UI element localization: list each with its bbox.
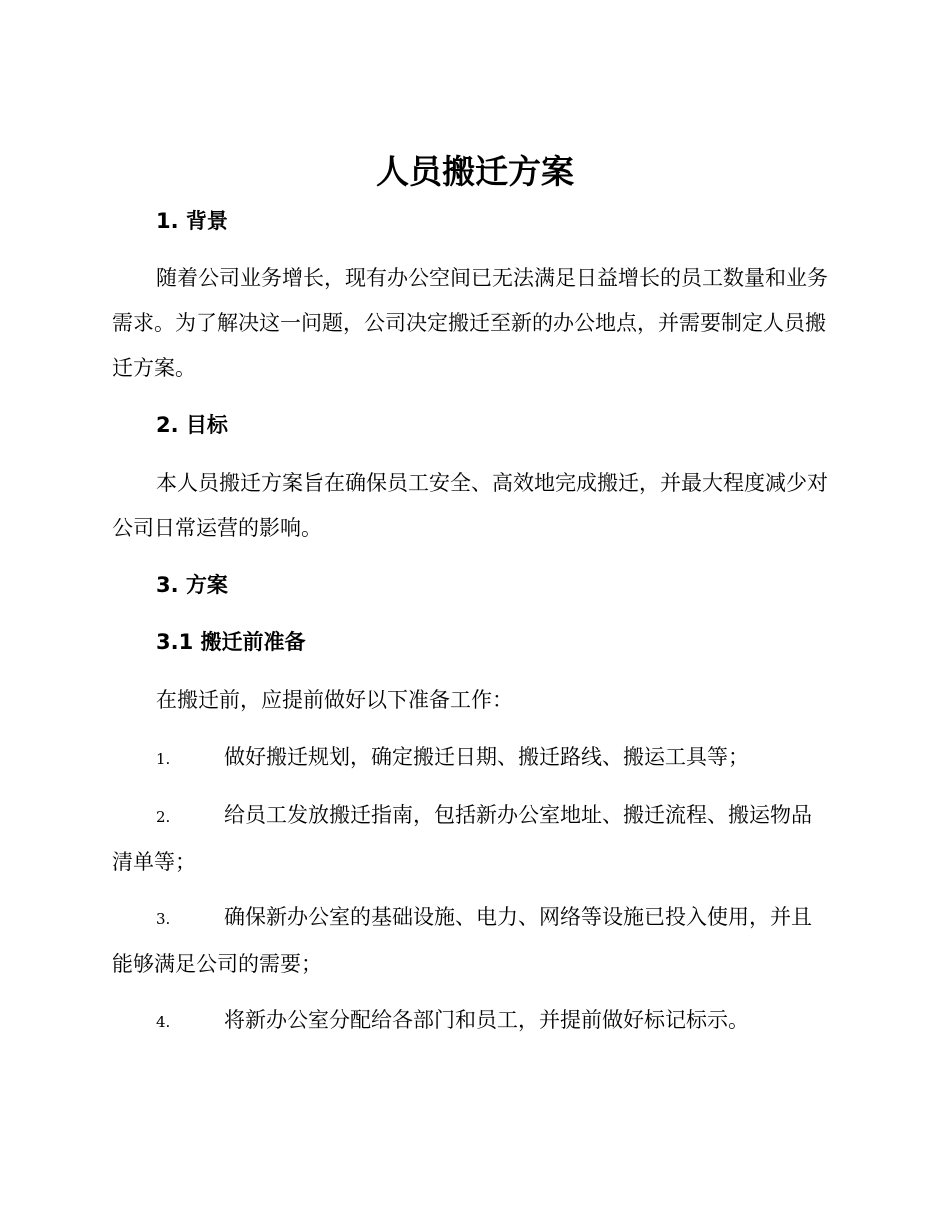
list-item-text: 给员工发放搬迁指南，包括新办公室地址、搬迁流程、搬运物品清单等； bbox=[112, 803, 812, 874]
goal-paragraph: 本人员搬迁方案旨在确保员工安全、高效地完成搬迁，并最大程度减少对公司日常运营的影响。 bbox=[112, 471, 828, 540]
preparation-intro: 在搬迁前，应提前做好以下准备工作： bbox=[156, 688, 513, 712]
subsection-heading-preparation: 3.1 搬迁前准备 bbox=[156, 630, 306, 654]
list-item-number: 3. bbox=[156, 910, 171, 928]
document-title: 人员搬迁方案 bbox=[376, 152, 574, 191]
section-heading-plan: 3. 方案 bbox=[156, 573, 228, 597]
list-item-text: 做好搬迁规划，确定搬迁日期、搬迁路线、搬运工具等； bbox=[224, 745, 749, 769]
section-heading-goal: 2. 目标 bbox=[156, 413, 228, 437]
list-item-number: 2. bbox=[156, 808, 171, 826]
list-item-number: 1. bbox=[156, 750, 171, 768]
list-item bbox=[112, 998, 832, 1045]
background-paragraph: 随着公司业务增长，现有办公空间已无法满足日益增长的员工数量和业务需求。为了解决这一问题，公司决定搬迁至新的办公地点，并需要制定人员搬迁方案。 bbox=[112, 266, 828, 380]
list-item bbox=[112, 793, 832, 885]
list-item-number: 4. bbox=[156, 1013, 171, 1031]
list-item-text: 将新办公室分配给各部门和员工，并提前做好标记标示。 bbox=[224, 1008, 749, 1032]
section-heading-background: 1. 背景 bbox=[156, 209, 228, 233]
list-item bbox=[112, 735, 832, 782]
list-item bbox=[112, 895, 832, 987]
list-item-text: 确保新办公室的基础设施、电力、网络等设施已投入使用，并且能够满足公司的需要； bbox=[112, 905, 812, 976]
